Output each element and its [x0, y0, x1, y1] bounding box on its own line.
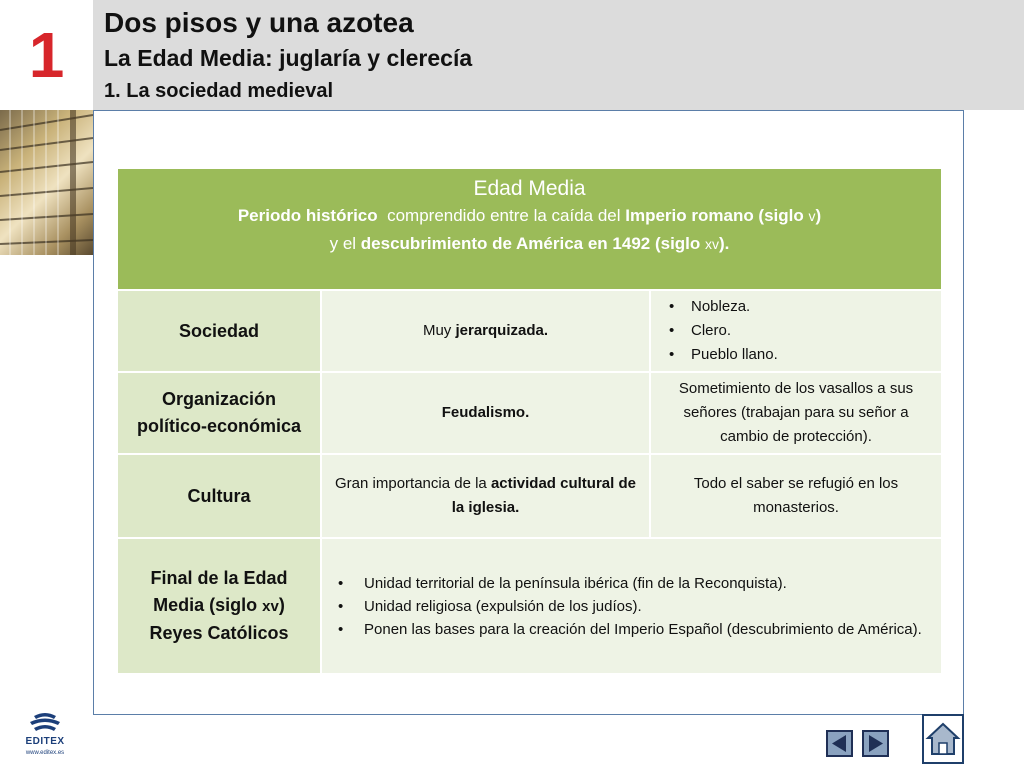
organizacion-bold: Feudalismo. — [441, 404, 530, 421]
label-line: Final de la Edad — [150, 568, 288, 588]
label-small: xv — [262, 598, 279, 615]
list-item: • Pueblo llano. — [661, 343, 931, 367]
label-line: Organización — [161, 389, 277, 409]
cultura-bold: actividad cultural de la iglesia. — [451, 475, 636, 516]
period-small-b: v — [808, 208, 816, 224]
section-title: 1. La sociedad medieval — [104, 80, 333, 102]
period-bold-b: Imperio romano (siglo — [625, 206, 809, 225]
previous-slide-button[interactable] — [826, 730, 853, 757]
list-item: • Nobleza. — [661, 295, 931, 319]
row-label-organizacion — [117, 372, 321, 454]
home-button[interactable] — [922, 714, 964, 764]
list-item: • Clero. — [661, 319, 931, 343]
label-line: político-económica — [136, 416, 302, 436]
header-band — [93, 0, 1024, 110]
sociedad-estamentos — [650, 290, 942, 372]
list-item: • Unidad territorial de la península ibérica (fin de la Reconquista). — [332, 572, 931, 595]
cultura-description — [321, 454, 650, 538]
home-icon — [924, 716, 962, 762]
table-row-final — [117, 538, 942, 674]
period-small-c: xv — [705, 236, 720, 252]
period-description-line1 — [128, 202, 931, 230]
list-item: • Unidad religiosa (expulsión de los judíos). — [332, 595, 931, 618]
table-header-row — [117, 168, 942, 290]
spiral-staircase-image — [0, 110, 93, 255]
row-label-cultura: Cultura — [117, 454, 321, 538]
arrow-right-icon — [864, 732, 887, 755]
sociedad-text: Muy — [422, 322, 456, 339]
period-text-a: comprendido entre la caída del — [377, 206, 626, 225]
table-row-organizacion — [117, 372, 942, 454]
organizacion-detail: Sometimiento de los vasallos a sus señores (trabajan para su señor a cambio de protección). — [650, 372, 942, 454]
book-title: Dos pisos y una azotea — [104, 7, 414, 38]
editex-logo-text: EDITEX — [25, 736, 65, 747]
chapter-title: La Edad Media: juglaría y clerecía — [104, 45, 473, 71]
table-row-sociedad — [117, 290, 942, 372]
sociedad-bold: jerarquizada. — [455, 322, 549, 339]
period-bold-a: Periodo histórico — [237, 206, 378, 225]
organizacion-description — [321, 372, 650, 454]
table-title: Edad Media — [473, 177, 586, 200]
label-line — [124, 592, 314, 620]
editex-logo-url: www.editex.es — [25, 750, 65, 756]
editex-logo-icon — [14, 710, 76, 738]
period-text-c: y el — [329, 234, 361, 253]
label-text: Media (siglo — [153, 595, 263, 615]
period-close-c: ). — [719, 234, 730, 253]
period-description-line2 — [128, 230, 931, 258]
row-label-sociedad: Sociedad — [117, 290, 321, 372]
label-line: Reyes Católicos — [149, 623, 289, 643]
cultura-detail: Todo el saber se refugió en los monasterios. — [650, 454, 942, 538]
final-list — [332, 572, 931, 641]
next-slide-button[interactable] — [862, 730, 889, 757]
estamentos-list — [661, 295, 931, 367]
unit-number: 1 — [28, 19, 65, 91]
editex-logo — [14, 710, 76, 762]
table-row-cultura — [117, 454, 942, 538]
table-header-cell — [117, 168, 942, 290]
row-label-final — [117, 538, 321, 674]
edad-media-table — [116, 167, 943, 675]
sociedad-description — [321, 290, 650, 372]
period-close-b: ) — [815, 206, 822, 225]
list-item: • Ponen las bases para la creación del Imperio Español (descubrimiento de América). — [332, 618, 931, 641]
label-close: ) — [278, 595, 285, 615]
cultura-text: Gran importancia de la — [335, 475, 491, 492]
arrow-left-icon — [828, 732, 851, 755]
period-bold-c: descubrimiento de América en 1492 (siglo — [360, 234, 706, 253]
final-detail — [321, 538, 942, 674]
